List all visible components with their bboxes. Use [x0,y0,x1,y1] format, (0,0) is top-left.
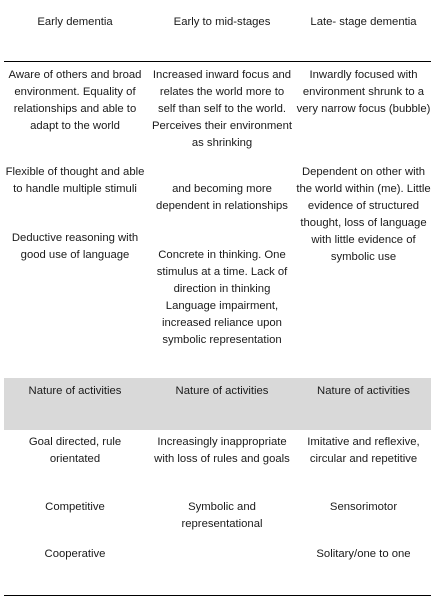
activities-header-late: Nature of activities [317,385,410,397]
late-activity-solitary: Solitary/one to one [316,548,411,560]
activities-header-early: Nature of activities [28,385,122,397]
mid-inward-focus-text: Increased inward focus and relates the world more to self than self to the world. Perceives their environment as shrinking [151,69,293,149]
activities-header-mid: Nature of activities [175,385,269,397]
mid-concrete-thinking-text: Concrete in thinking. One stimulus at a time. Lack of direction in thinking Language impairment, increased reliance upon symbolic representation [156,249,288,346]
late-inward-focus-text: Inwardly focused with environment shrunk to a very narrow focus (bubble) [296,69,431,115]
mid-dependence-text: and becoming more dependent in relationships [156,183,288,212]
header-late-stage-dementia: Late- stage dementia [310,16,417,28]
mid-activity-symbolic: Symbolic and representational [181,501,263,530]
header-early-to-mid-stages: Early to mid-stages [173,16,271,28]
header-early-dementia: Early dementia [37,16,113,28]
early-activity-cooperative: Cooperative [44,548,106,560]
early-activity-goal-directed: Goal directed, rule orientated [28,436,122,465]
late-activity-sensorimotor: Sensorimotor [329,501,398,513]
mid-activity-inappropriate: Increasingly inappropriate with loss of rules and goals [154,436,290,465]
early-flexibility-text: Flexible of thought and able to handle multiple stimuli [5,166,145,195]
early-reasoning-text: Deductive reasoning with good use of language [11,232,139,261]
table-bottom-rule [4,595,431,596]
late-activity-imitative: Imitative and reflexive, circular and repetitive [307,436,420,465]
late-dependence-text: Dependent on other with the world within (me). Little evidence of structured thought, loss of language with little evidence of symbolic use [296,166,431,263]
early-activity-competitive: Competitive [45,501,105,513]
early-awareness-text: Aware of others and broad environment. Equality of relationships and able to adapt to the world [8,69,142,132]
header-divider [4,61,431,62]
